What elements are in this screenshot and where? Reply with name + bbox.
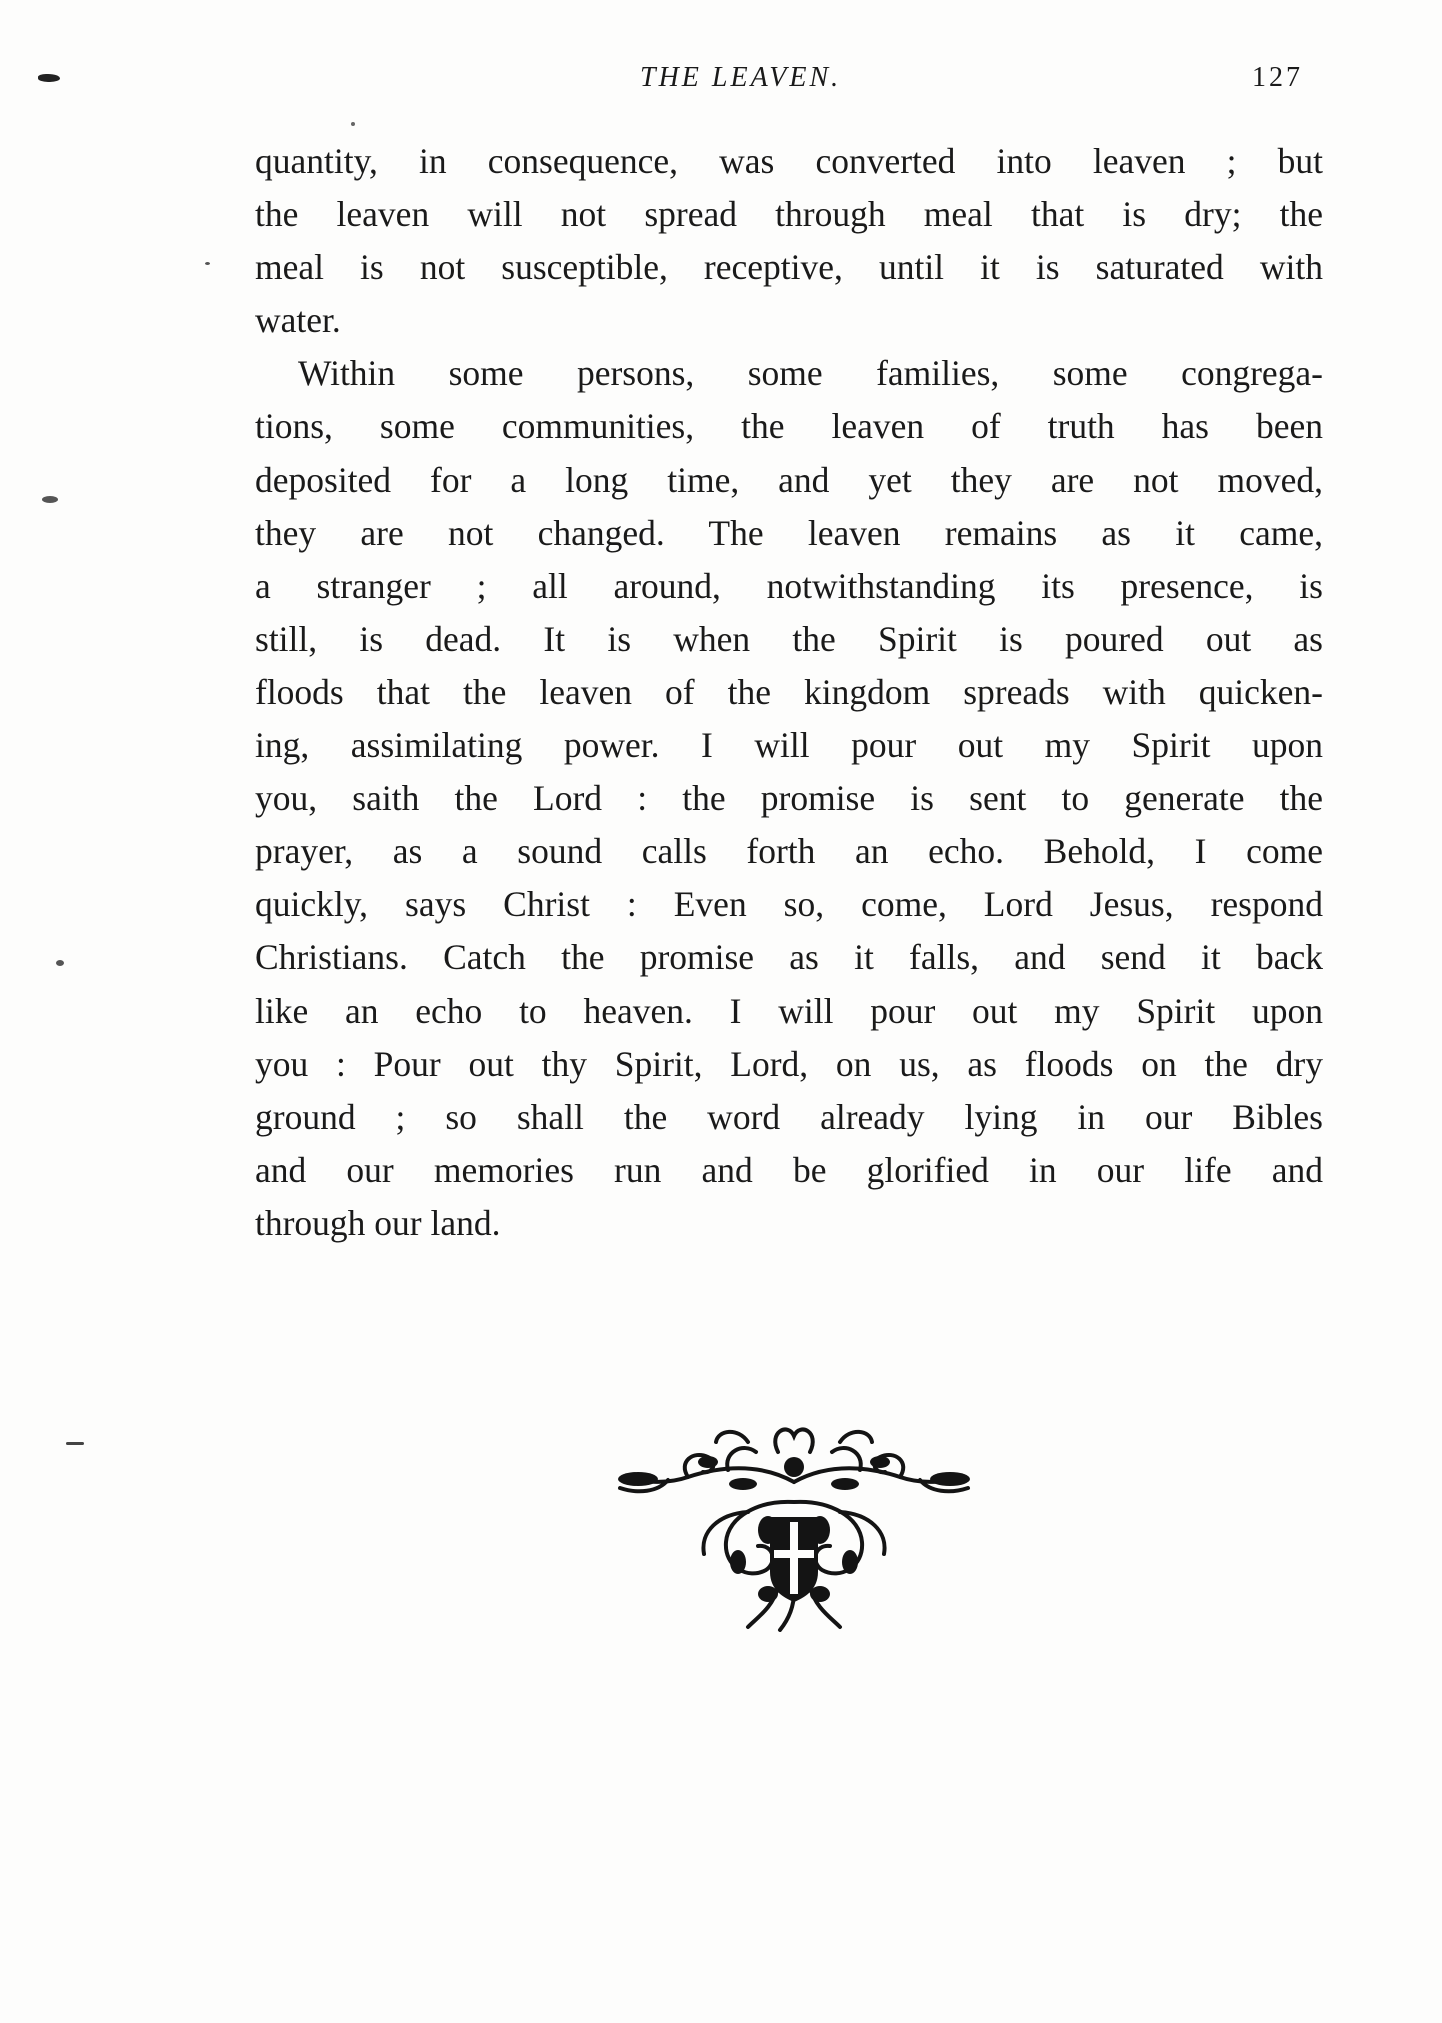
- scan-speck: [351, 122, 355, 126]
- text-line: meal is not susceptible, receptive, until it is saturated with: [255, 247, 1323, 288]
- text-line: a stranger ; all around, notwithstanding its presence, is: [255, 565, 1323, 606]
- text-line: water.: [255, 300, 341, 341]
- running-title: THE LEAVEN.: [640, 62, 842, 93]
- text-line: you : Pour out thy Spirit, Lord, on us, as floods on the dry: [255, 1043, 1323, 1084]
- text-line: you, saith the Lord : the promise is sent to generate the: [255, 778, 1323, 819]
- text-line: deposited for a long time, and yet they are not moved,: [255, 459, 1323, 500]
- text-line: and our memories run and be glorified in our life and: [255, 1149, 1323, 1190]
- scan-speck: [66, 1442, 84, 1445]
- text-line: quantity, in consequence, was converted into leaven ; but: [255, 141, 1323, 181]
- text-line: tions, some communities, the leaven of truth has been: [255, 406, 1323, 447]
- scan-speck: [205, 262, 210, 265]
- text-line: ground ; so shall the word already lying in our Bibles: [255, 1096, 1323, 1137]
- text-line: quickly, says Christ : Even so, come, Lord Jesus, respond: [255, 884, 1323, 925]
- page-number: 127: [1252, 62, 1303, 93]
- text-line: ing, assimilating power. I will pour out my Spirit upon: [255, 725, 1323, 766]
- running-head: [0, 62, 1442, 102]
- text-line: like an echo to heaven. I will pour out my Spirit upon: [255, 990, 1323, 1031]
- text-line: Within some persons, some families, some congrega-: [298, 353, 1323, 394]
- scan-speck: [56, 960, 64, 966]
- scan-speck: [42, 496, 58, 503]
- text-line: they are not changed. The leaven remains as it came,: [255, 512, 1323, 553]
- text-line: through our land.: [255, 1202, 501, 1243]
- text-line: prayer, as a sound calls forth an echo. Behold, I come: [255, 831, 1323, 872]
- text-line: the leaven will not spread through meal that is dry; the: [255, 194, 1323, 235]
- floral-tailpiece-with-cross-icon: [608, 1422, 980, 1632]
- text-line: Christians. Catch the promise as it falls, and send it back: [255, 937, 1323, 978]
- paragraph: [255, 347, 1323, 1250]
- body-text: [255, 135, 1323, 1250]
- text-line: floods that the leaven of the kingdom spreads with quicken-: [255, 671, 1323, 712]
- text-line: still, is dead. It is when the Spirit is poured out as: [255, 618, 1323, 659]
- paragraph: [255, 135, 1323, 347]
